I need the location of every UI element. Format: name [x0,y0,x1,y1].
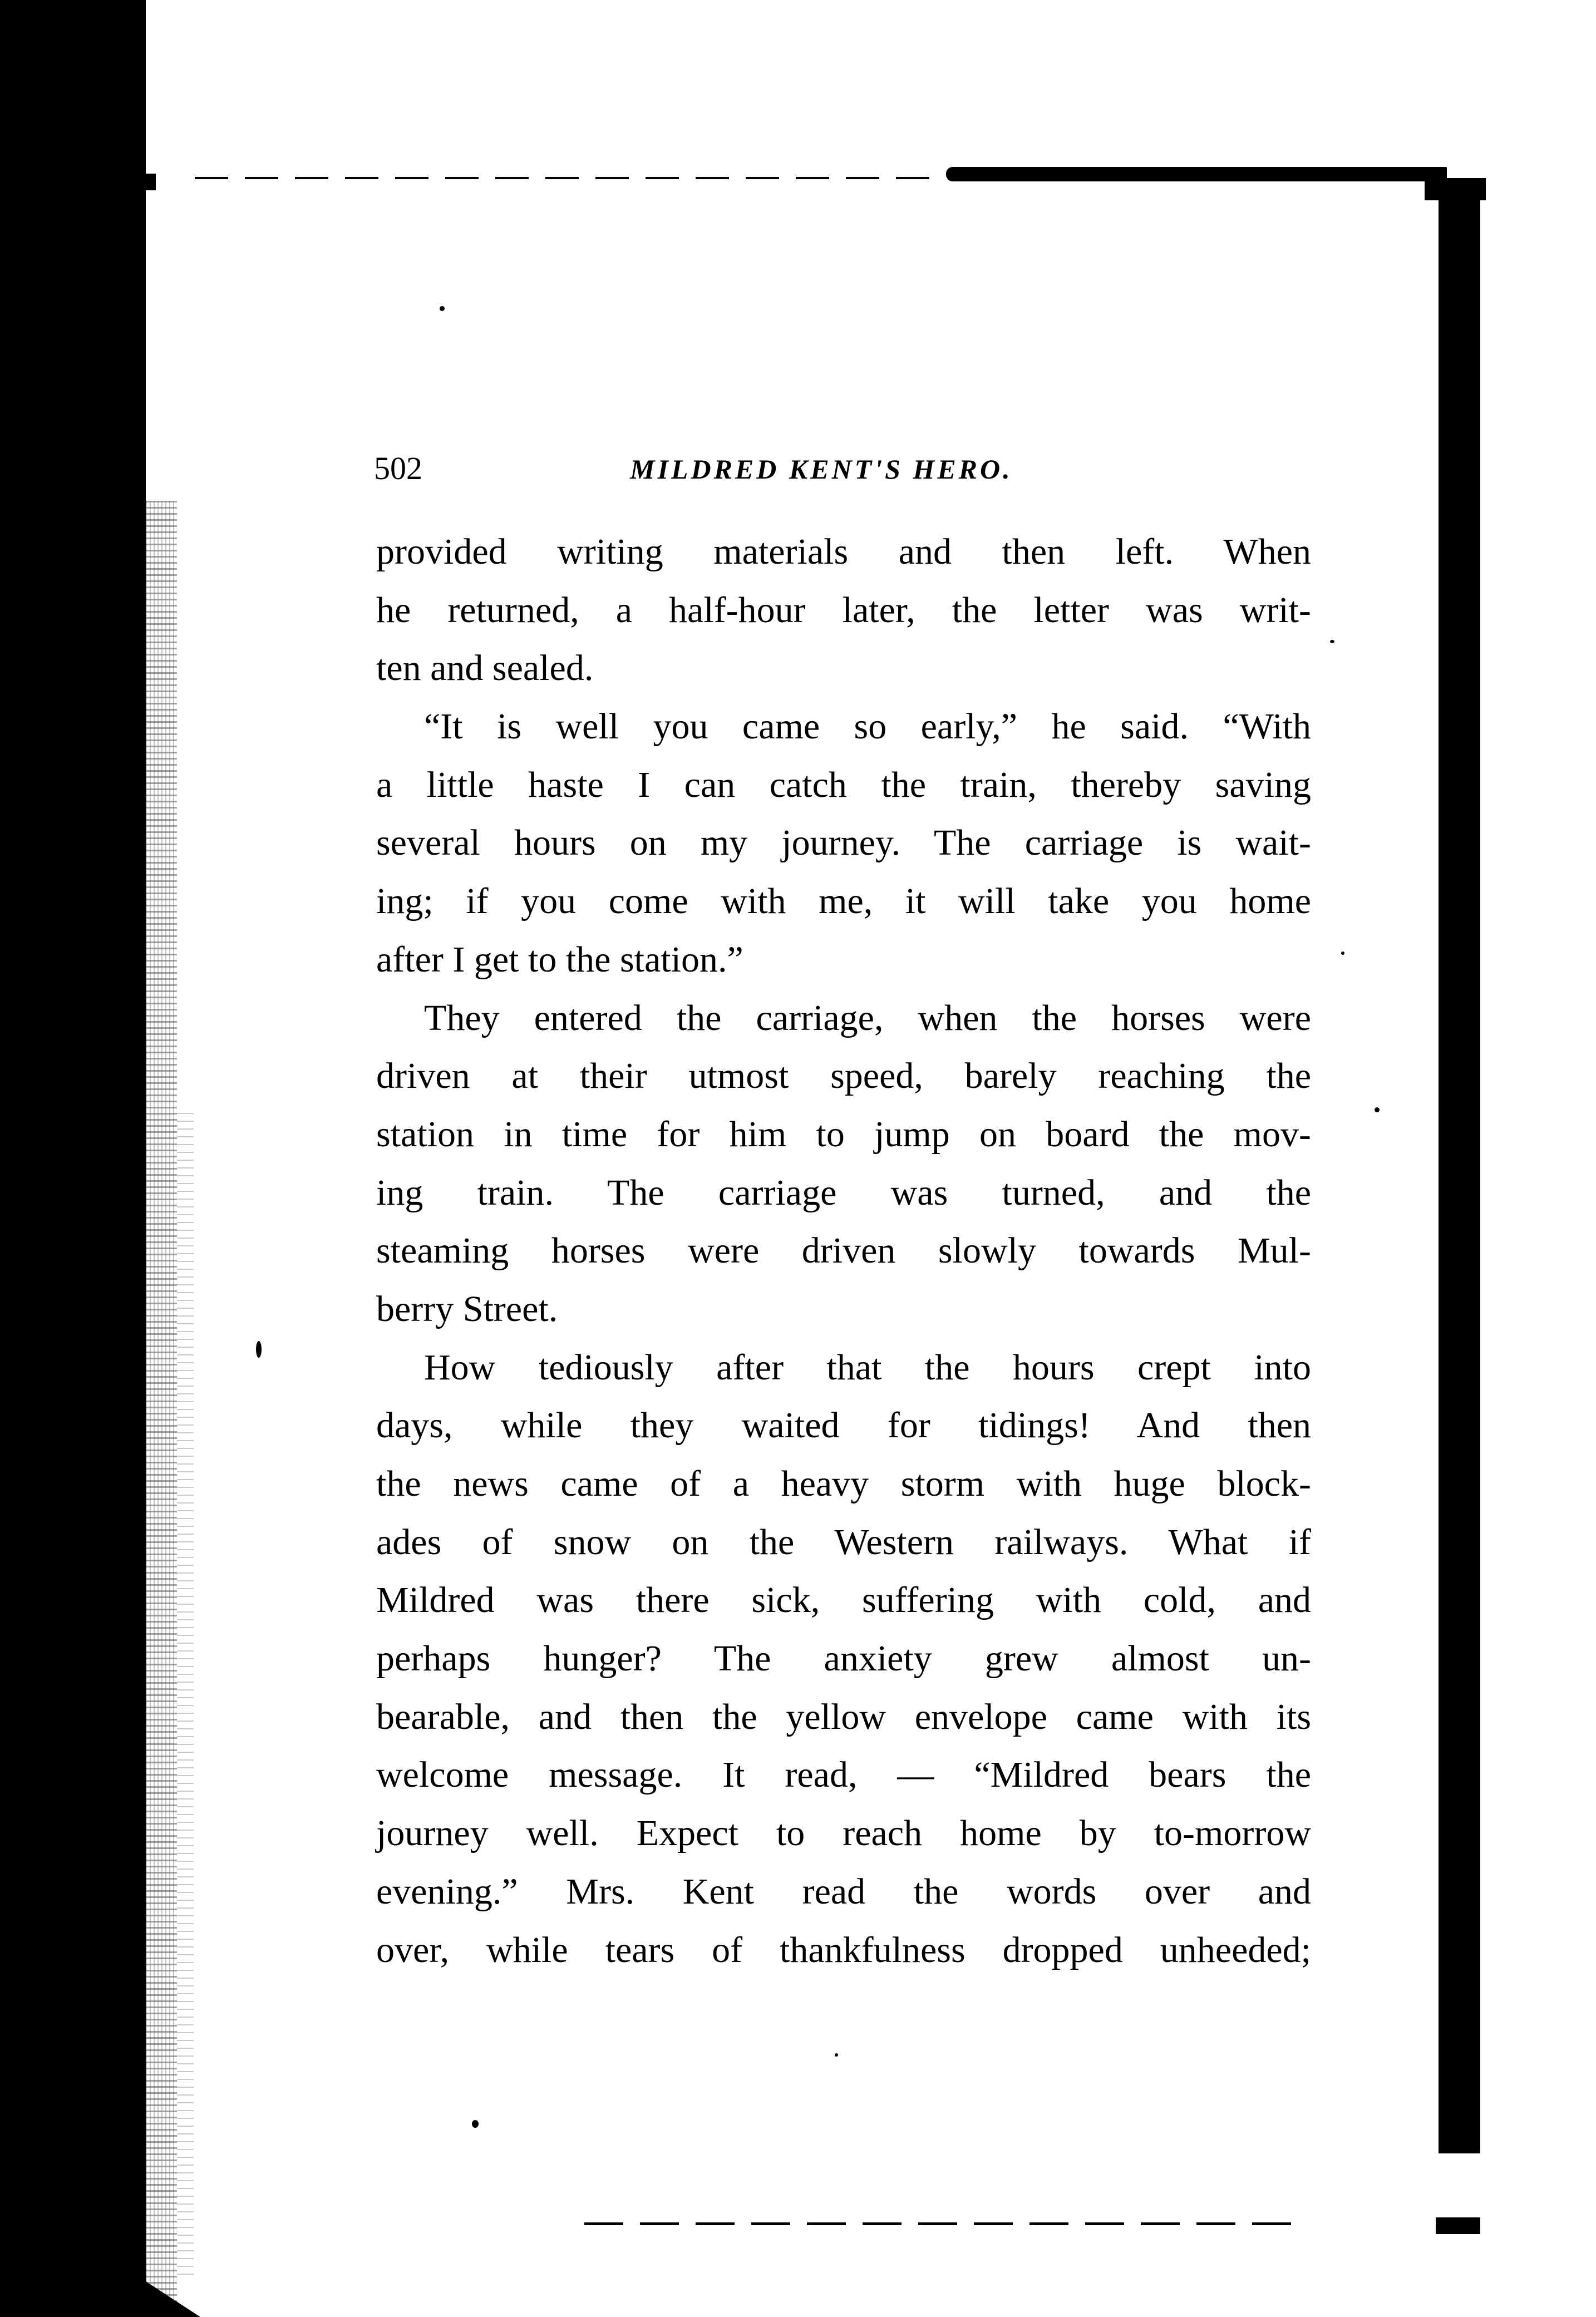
page-number: 502 [374,450,422,486]
text-line: bearable, and then the yellow envelope came with its [376,1696,1311,1737]
top-scan-edge [946,167,1447,181]
text-line: after I get to the station.” [376,939,743,980]
binding-shadow [146,501,177,2309]
text-line: ing train. The carriage was turned, and the [376,1172,1311,1213]
speck [472,2120,479,2128]
bottom-scan-mark [1436,2217,1480,2234]
speck [1375,1107,1380,1112]
text-line: he returned, a half-hour later, the letter was writ- [376,589,1311,630]
text-line: berry Street. [376,1288,558,1329]
speck [835,2053,838,2057]
binding-shadow-inner [177,1113,194,2281]
text-line: evening.” Mrs. Kent read the words over and [376,1871,1311,1912]
text-line: “It is well you came so early,” he said. “With [424,706,1311,747]
text-line: the news came of a heavy storm with huge block- [376,1463,1311,1504]
speck [1330,640,1334,643]
right-scan-edge [1439,184,1480,2153]
text-line: provided writing materials and then left. When [376,531,1311,572]
text-line: Mildred was there sick, suffering with cold, and [376,1580,1311,1621]
speck [256,1341,262,1358]
text-line: several hours on my journey. The carriage is wait- [376,822,1311,864]
text-line: ing; if you come with me, it will take you home [376,881,1311,922]
text-line: over, while tears of thankfulness dropped unheeded; [376,1929,1311,1970]
text-line: ten and sealed. [376,648,594,689]
text-line: They entered the carriage, when the horses were [424,997,1311,1038]
text-line: ades of snow on the Western railways. What if [376,1521,1311,1562]
page-header [374,450,1320,494]
text-line: How tediously after that the hours crept into [424,1347,1311,1388]
bottom-scan-rule [584,2222,1297,2225]
left-scan-mark [146,174,156,190]
text-line: station in time for him to jump on board the mov- [376,1113,1311,1155]
speck [440,306,445,311]
running-head: MILDRED KENT'S HERO. [630,453,1013,485]
text-line: steaming horses were driven slowly towards Mul- [376,1230,1311,1271]
text-line: journey well. Expect to reach home by to-morrow [376,1813,1311,1854]
text-line: a little haste I can catch the train, thereby saving [376,764,1311,805]
text-line: driven at their utmost speed, barely reaching the [376,1056,1311,1097]
text-line: perhaps hunger? The anxiety grew almost un- [376,1638,1311,1679]
text-line: welcome message. It read, — “Mildred bears the [376,1754,1311,1796]
text-line: days, while they waited for tidings! And then [376,1405,1311,1446]
body-text [376,523,1311,1979]
speck [1341,952,1344,955]
top-scan-rule [195,177,946,179]
